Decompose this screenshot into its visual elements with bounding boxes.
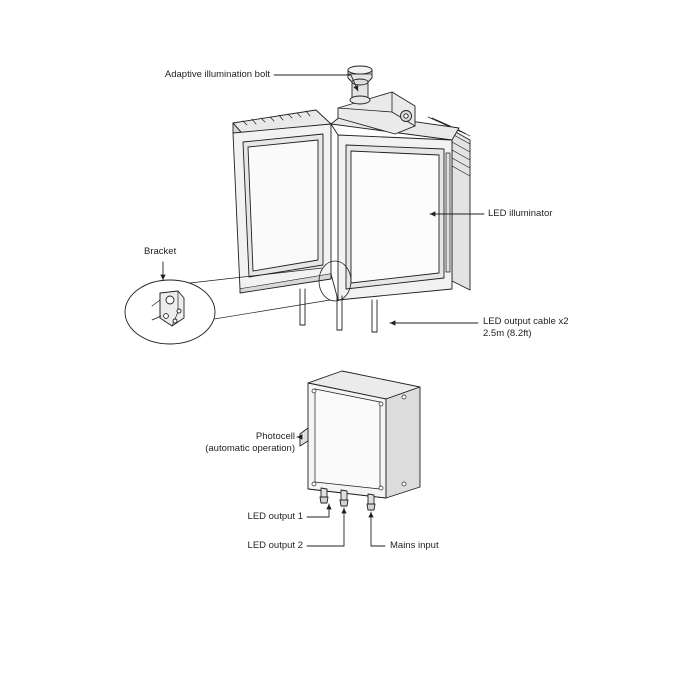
bracket-detail-bubble — [125, 280, 215, 344]
label-photocell-line2: (automatic operation) — [205, 443, 295, 454]
led-illuminator-assembly — [125, 66, 470, 344]
adaptive-illumination-bolt — [348, 66, 372, 104]
label-adaptive-illumination-bolt: Adaptive illumination bolt — [164, 69, 270, 80]
mounting-bracket-yoke — [338, 92, 415, 134]
label-led-output-2: LED output 2 — [247, 540, 303, 551]
label-led-illuminator: LED illuminator — [488, 208, 553, 219]
led-head-right — [331, 112, 459, 300]
power-supply-unit — [300, 371, 420, 510]
label-led-output-cable-line1: LED output cable x2 — [483, 316, 569, 327]
led-head-left — [233, 110, 331, 293]
label-led-output-cable-line2: 2.5m (8.2ft) — [483, 328, 532, 339]
label-bracket: Bracket — [144, 246, 177, 257]
label-mains-input: Mains input — [390, 540, 439, 551]
label-led-output-1: LED output 1 — [247, 511, 303, 522]
photocell-sensor — [300, 428, 308, 446]
label-photocell-line1: Photocell — [255, 431, 295, 442]
